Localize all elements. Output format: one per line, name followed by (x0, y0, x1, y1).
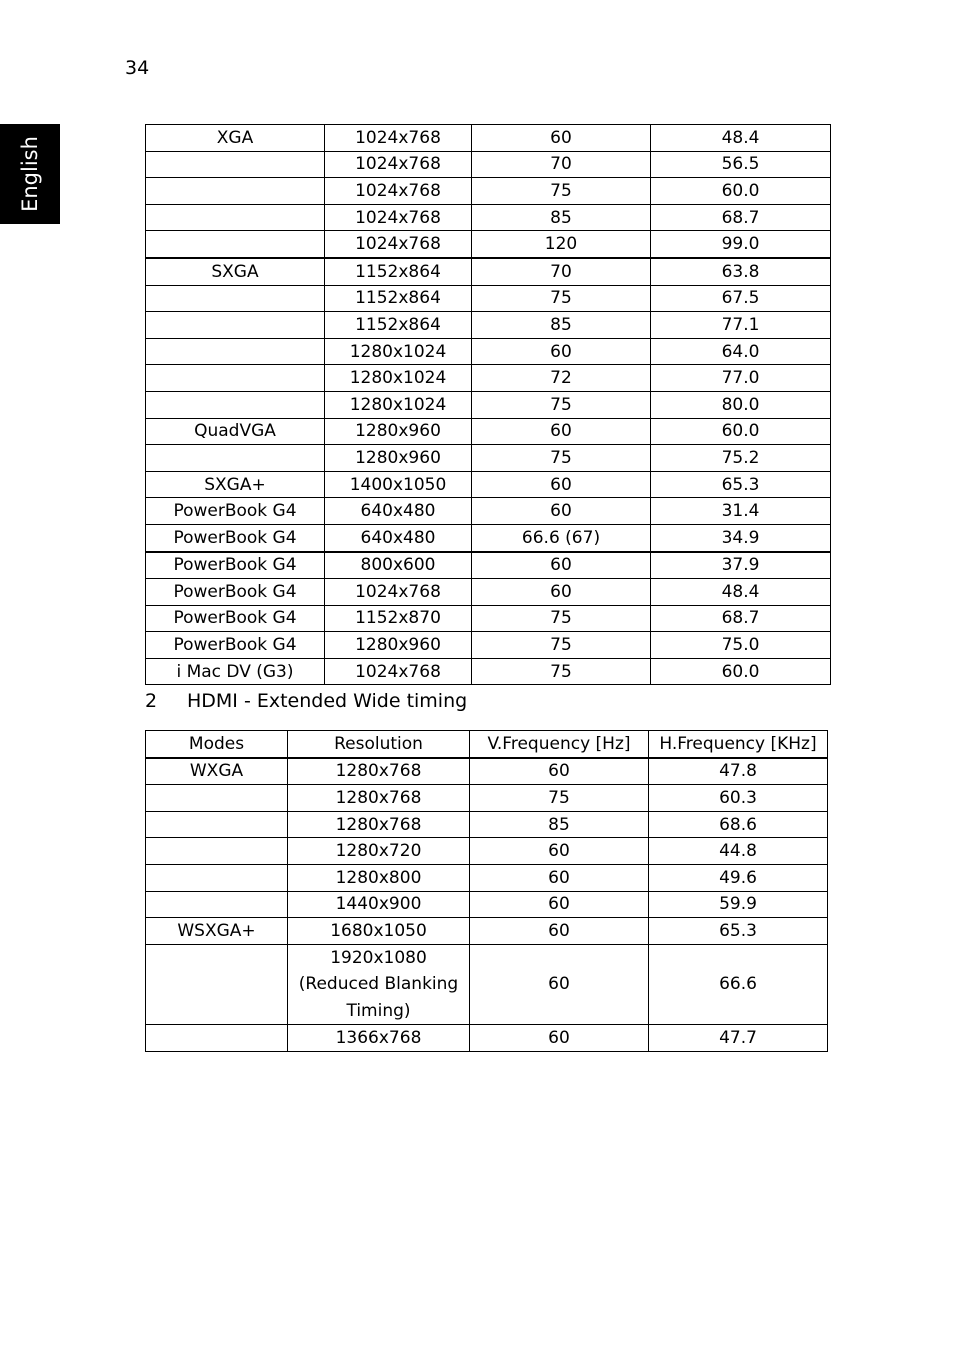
table-cell: 70 (472, 258, 651, 285)
table-cell: 1920x1080 (Reduced Blanking Timing) (288, 944, 470, 1025)
section-title: HDMI - Extended Wide timing (187, 690, 468, 712)
table-cell: 120 (472, 231, 651, 258)
table-cell: 60.0 (651, 658, 831, 685)
table-row (146, 231, 831, 258)
table-cell: 59.9 (649, 891, 828, 918)
table-cell: PowerBook G4 (146, 552, 325, 579)
table-cell (146, 944, 288, 1025)
table-cell (146, 151, 325, 178)
table-row (146, 838, 828, 865)
table-cell: 75 (472, 658, 651, 685)
table-cell (146, 785, 288, 812)
table-row (146, 658, 831, 685)
table-cell (146, 891, 288, 918)
table-cell (146, 838, 288, 865)
table-row (146, 811, 828, 838)
table-row (146, 605, 831, 632)
table-cell: 60 (472, 471, 651, 498)
table-cell: 80.0 (651, 391, 831, 418)
table-cell: 72 (472, 365, 651, 392)
table-cell: 31.4 (651, 498, 831, 525)
table-cell: 75 (472, 632, 651, 659)
table-cell: 85 (470, 811, 649, 838)
table-cell: 1152x864 (325, 258, 472, 285)
table-cell: 1440x900 (288, 891, 470, 918)
table-header-row (146, 731, 828, 758)
table-cell: 68.7 (651, 605, 831, 632)
table-cell: 70 (472, 151, 651, 178)
table-row (146, 391, 831, 418)
table-cell: SXGA+ (146, 471, 325, 498)
table-cell: PowerBook G4 (146, 579, 325, 606)
page-number: 34 (125, 57, 150, 79)
table-cell: 60 (470, 838, 649, 865)
table-cell: 68.6 (649, 811, 828, 838)
table-cell: 1280x1024 (325, 391, 472, 418)
table-cell: 60 (470, 758, 649, 785)
table-cell: 640x480 (325, 498, 472, 525)
table-row (146, 579, 831, 606)
table-cell: 60 (472, 418, 651, 445)
side-tab-label: English (18, 136, 42, 212)
table-cell: 60.0 (651, 178, 831, 205)
table-cell: 64.0 (651, 338, 831, 365)
table-cell: 75.2 (651, 445, 831, 472)
table-cell: 63.8 (651, 258, 831, 285)
table-cell: 1024x768 (325, 579, 472, 606)
table-row (146, 285, 831, 312)
table-cell: 66.6 (649, 944, 828, 1025)
table-cell: 1024x768 (325, 204, 472, 231)
table-cell: 37.9 (651, 552, 831, 579)
table-row (146, 758, 828, 785)
table-cell: 1280x960 (325, 445, 472, 472)
table-cell (146, 864, 288, 891)
table-cell: 47.8 (649, 758, 828, 785)
table-row (146, 498, 831, 525)
table-cell: 1400x1050 (325, 471, 472, 498)
table-cell: 1280x800 (288, 864, 470, 891)
table-row (146, 338, 831, 365)
table-row (146, 151, 831, 178)
table-cell: 1024x768 (325, 231, 472, 258)
table-cell: 60 (472, 552, 651, 579)
table-cell (146, 811, 288, 838)
table-cell: 60 (472, 125, 651, 152)
table-cell: 60 (470, 891, 649, 918)
table-cell: 1280x768 (288, 785, 470, 812)
table-cell: PowerBook G4 (146, 524, 325, 551)
table-cell (146, 178, 325, 205)
table-cell: SXGA (146, 258, 325, 285)
table-row (146, 891, 828, 918)
column-header: V.Frequency [Hz] (470, 731, 649, 758)
table-cell: QuadVGA (146, 418, 325, 445)
table-cell: 99.0 (651, 231, 831, 258)
table-cell: 60 (472, 579, 651, 606)
table-cell: 77.0 (651, 365, 831, 392)
table-row (146, 552, 831, 579)
table-cell: 1680x1050 (288, 918, 470, 945)
table-cell: i Mac DV (G3) (146, 658, 325, 685)
table-cell: 66.6 (67) (472, 524, 651, 551)
table-row (146, 445, 831, 472)
table-cell: 1280x1024 (325, 338, 472, 365)
table-cell: 60 (470, 864, 649, 891)
table-cell: 60.0 (651, 418, 831, 445)
table-row (146, 785, 828, 812)
table-cell: 85 (472, 312, 651, 339)
timing-table-hdmi-wide (145, 730, 828, 1052)
table-cell: 1280x1024 (325, 365, 472, 392)
table-cell: WSXGA+ (146, 918, 288, 945)
table-row (146, 365, 831, 392)
table-cell: 68.7 (651, 204, 831, 231)
table-cell: 75 (472, 605, 651, 632)
table-cell: 1366x768 (288, 1025, 470, 1052)
table-row (146, 1025, 828, 1052)
table-cell: 1280x960 (325, 632, 472, 659)
table-cell (146, 312, 325, 339)
table-row (146, 312, 831, 339)
table-cell: 75 (472, 285, 651, 312)
table-cell: 75 (470, 785, 649, 812)
table-cell (146, 445, 325, 472)
table-cell: PowerBook G4 (146, 632, 325, 659)
table-cell (146, 365, 325, 392)
table-cell: 1280x720 (288, 838, 470, 865)
column-header: Modes (146, 731, 288, 758)
table-row (146, 204, 831, 231)
table-cell: 65.3 (649, 918, 828, 945)
table-cell: 1280x768 (288, 758, 470, 785)
table-cell (146, 231, 325, 258)
table-cell: 60 (472, 338, 651, 365)
section-number: 2 (145, 690, 158, 712)
table-cell: XGA (146, 125, 325, 152)
section-heading (145, 689, 467, 713)
table-cell: 1280x768 (288, 811, 470, 838)
table-cell: 60.3 (649, 785, 828, 812)
table-row (146, 178, 831, 205)
table-cell: 75 (472, 445, 651, 472)
table-cell: 60 (472, 498, 651, 525)
table-cell: 34.9 (651, 524, 831, 551)
table-cell: 60 (470, 918, 649, 945)
timing-table-standard (145, 124, 831, 685)
table-cell: 48.4 (651, 579, 831, 606)
table-cell: 1280x960 (325, 418, 472, 445)
table-cell: 47.7 (649, 1025, 828, 1052)
table-cell (146, 391, 325, 418)
table-row (146, 418, 831, 445)
table-row (146, 918, 828, 945)
table-cell (146, 285, 325, 312)
table-row (146, 524, 831, 551)
table-cell (146, 1025, 288, 1052)
table-cell: 640x480 (325, 524, 472, 551)
table-cell: 75.0 (651, 632, 831, 659)
table-cell: 1024x768 (325, 125, 472, 152)
table-cell: 85 (472, 204, 651, 231)
language-side-tab (0, 124, 60, 224)
table-cell: WXGA (146, 758, 288, 785)
table-row (146, 632, 831, 659)
table-row (146, 944, 828, 1025)
table-row (146, 471, 831, 498)
table-cell: 1152x864 (325, 312, 472, 339)
table-cell: 1024x768 (325, 178, 472, 205)
table-cell (146, 338, 325, 365)
table-cell: PowerBook G4 (146, 498, 325, 525)
table-row (146, 258, 831, 285)
table-cell: 77.1 (651, 312, 831, 339)
table-cell: 48.4 (651, 125, 831, 152)
table-cell: 800x600 (325, 552, 472, 579)
table-cell: 56.5 (651, 151, 831, 178)
table-cell: 1152x870 (325, 605, 472, 632)
table-row (146, 864, 828, 891)
table-cell: 75 (472, 391, 651, 418)
table-cell: PowerBook G4 (146, 605, 325, 632)
table-cell: 60 (470, 944, 649, 1025)
table-cell: 67.5 (651, 285, 831, 312)
table-cell: 1024x768 (325, 658, 472, 685)
table-cell: 65.3 (651, 471, 831, 498)
table-cell: 60 (470, 1025, 649, 1052)
column-header: H.Frequency [KHz] (649, 731, 828, 758)
column-header: Resolution (288, 731, 470, 758)
table-cell: 44.8 (649, 838, 828, 865)
table-cell: 1152x864 (325, 285, 472, 312)
table-row (146, 125, 831, 152)
table-cell: 1024x768 (325, 151, 472, 178)
table-cell (146, 204, 325, 231)
table-cell: 75 (472, 178, 651, 205)
table-cell: 49.6 (649, 864, 828, 891)
